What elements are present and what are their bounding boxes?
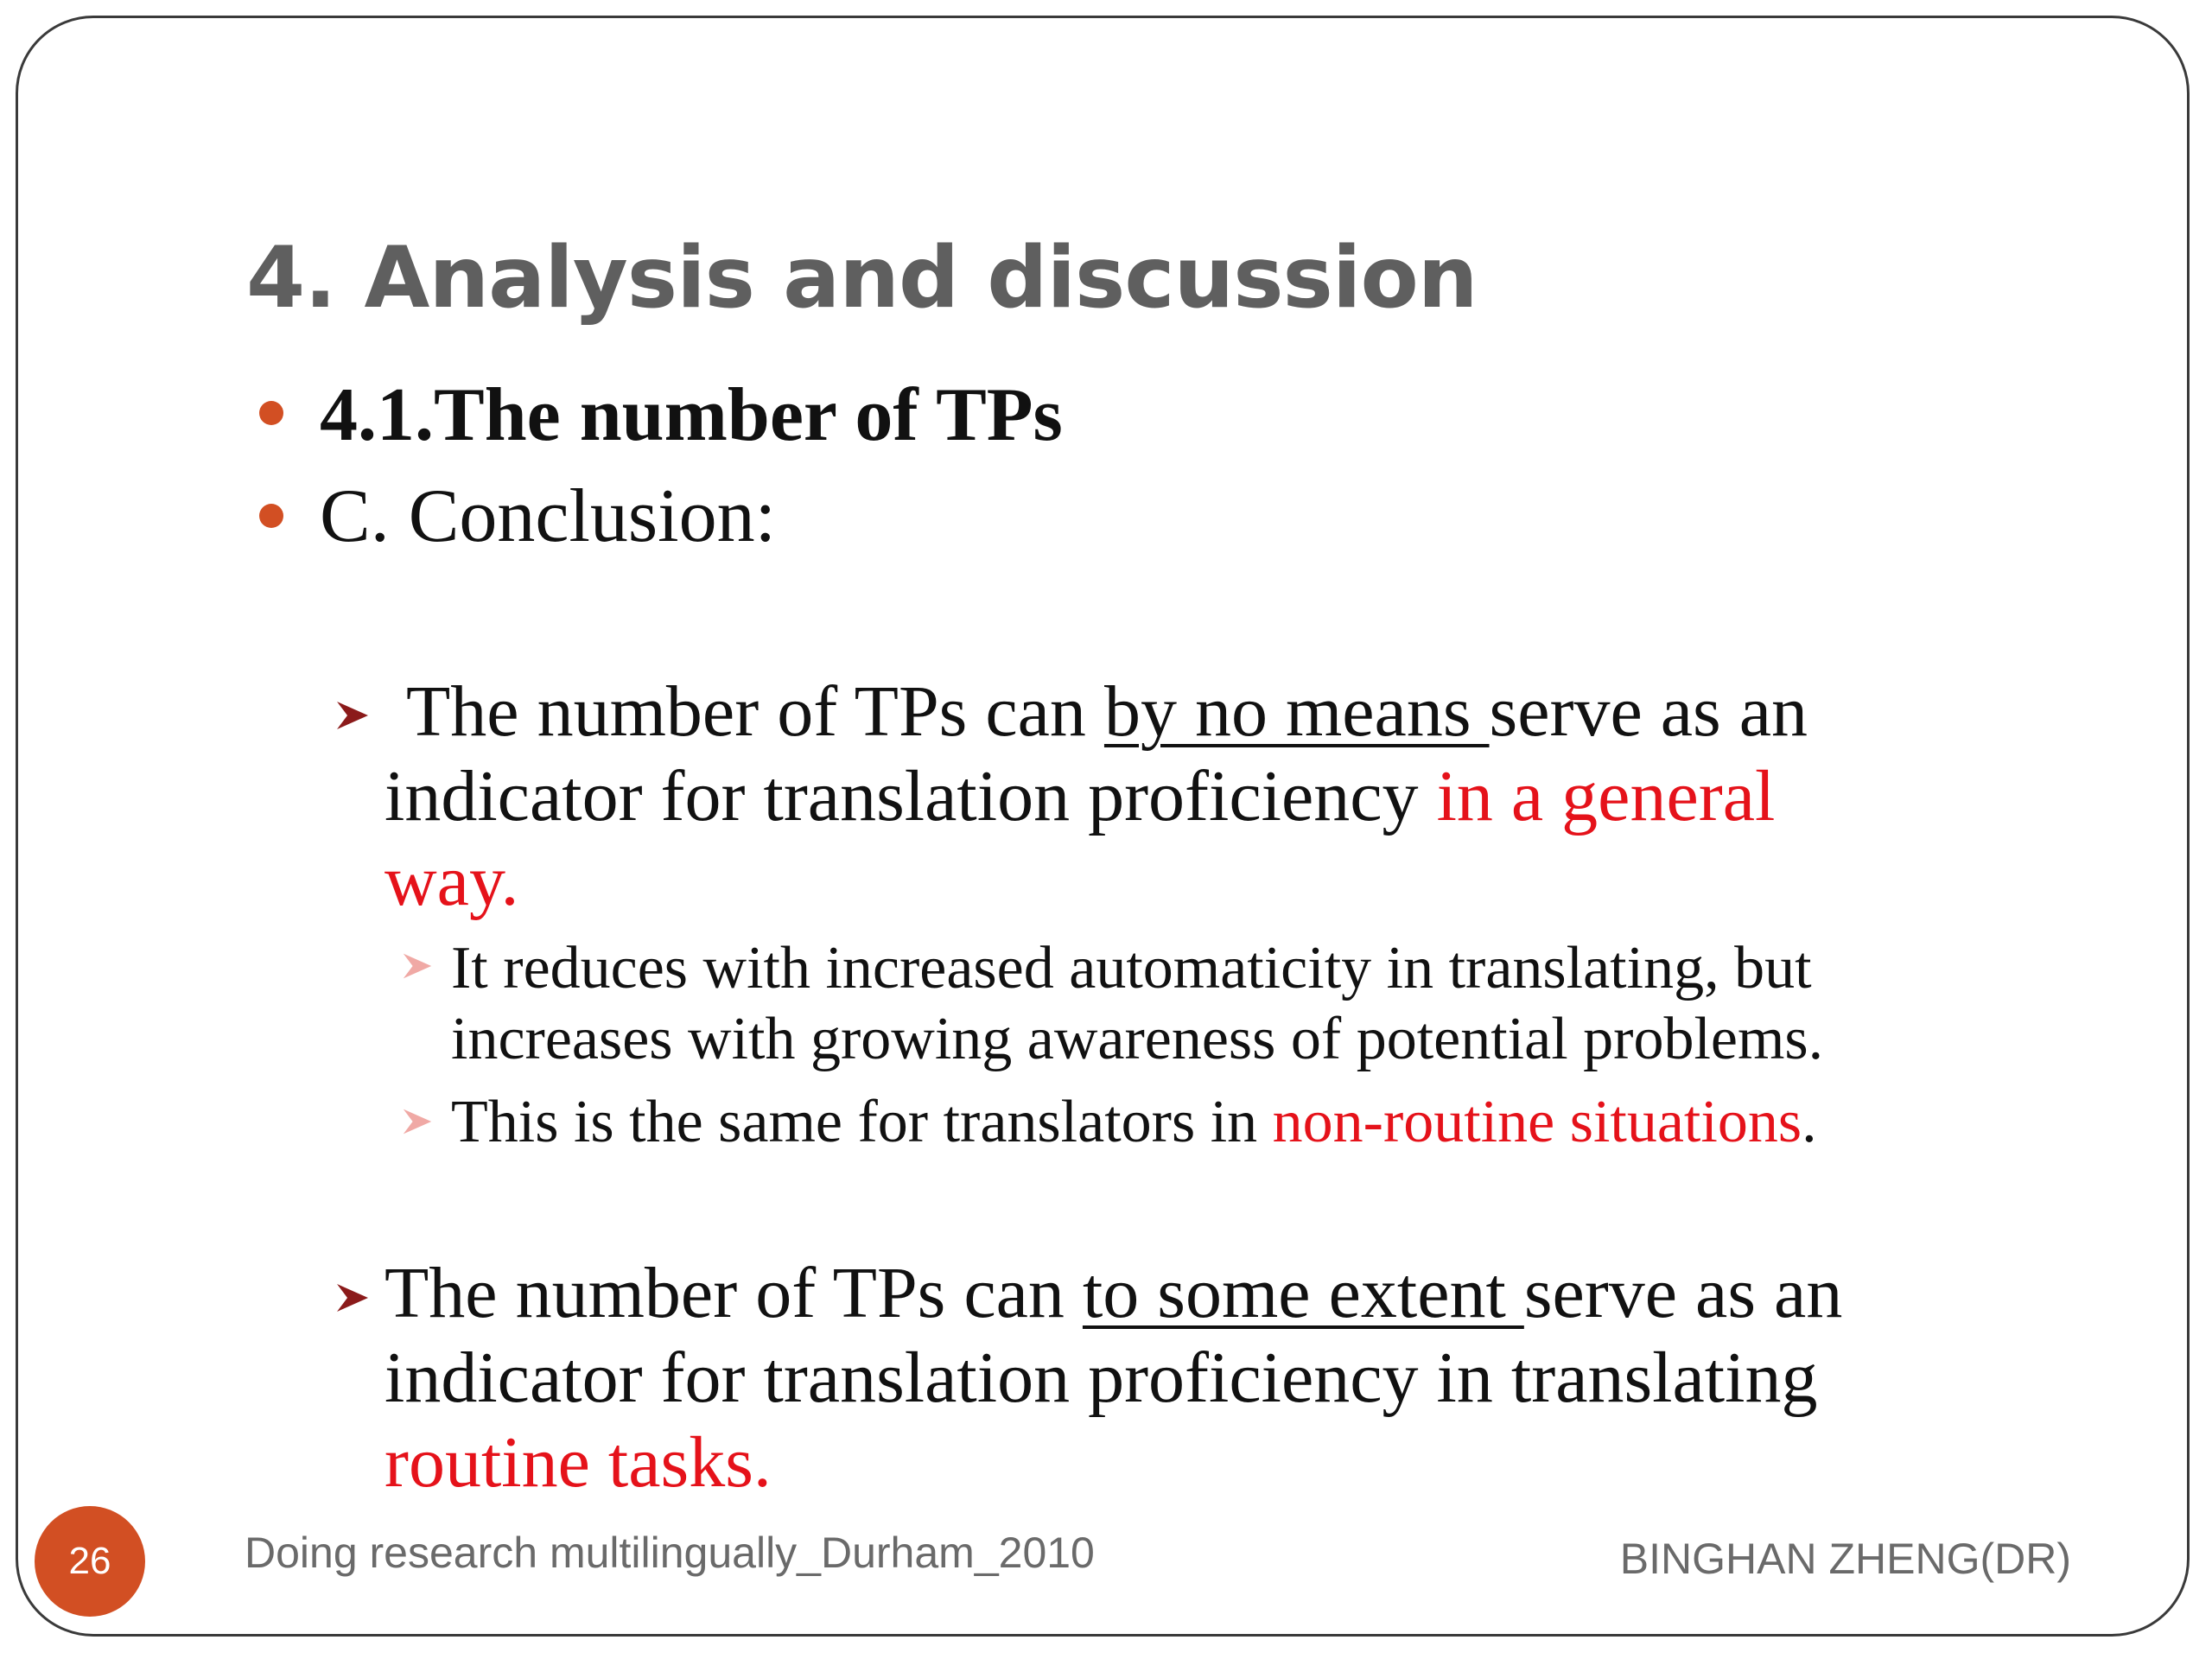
point1-line1 [385,670,1808,754]
sub1-text [451,933,1823,1075]
point1-text [385,670,1808,924]
point1-highlight-way: way. [385,841,519,921]
point2-underline-some-extent: to some extent [1082,1253,1524,1333]
point1-line3 [385,839,1808,924]
sub2-period: . [1802,1089,1817,1155]
point1-underline-by-no-means: by no means [1103,671,1490,752]
footer-author: BINGHAN ZHENG(DR) [1619,1535,2071,1583]
point2-text [385,1251,1842,1505]
point2-line1-end: serve as an [1523,1253,1843,1333]
point1-line2-text: indicator for translation proficiency [385,756,1437,836]
sub1-line2: increases with growing awareness of potential problems. [451,1006,1824,1072]
bullet-dot-icon [259,401,283,425]
sub2-text [451,1087,1817,1158]
point2-line1 [385,1251,1842,1336]
arrowhead-sub-bullet-icon [402,950,433,982]
point1-line1-text: The number of TPs can [406,671,1104,752]
arrowhead-bullet-icon [335,1281,370,1315]
sub2-highlight-non-routine: non-routine situations [1272,1089,1802,1155]
point2-line1-text: The number of TPs can [385,1253,1083,1333]
footer-conference: Doing research multilingually_Durham_2010 [245,1529,1095,1577]
heading-number-of-tps: 4.1.The number of TPs [320,373,1063,457]
arrowhead-bullet-icon [335,698,370,733]
heading-conclusion: C. Conclusion: [320,474,777,558]
page-number-badge [35,1506,145,1617]
point1-line1-end: serve as an [1489,671,1808,752]
point1-highlight-general: in a general [1436,756,1776,836]
point1-line2 [385,754,1808,839]
point2-line2: indicator for translation proficiency in translating [385,1338,1818,1418]
bullet-dot-icon [259,504,283,528]
sub2-line-text: This is the same for translators in [451,1089,1273,1155]
slide-title: 4. Analysis and discussion [246,229,1478,327]
page-number: 26 [68,1540,111,1582]
sub1-line1: It reduces with increased automaticity in translating, but [451,935,1812,1001]
point2-highlight-routine: routine tasks. [385,1422,772,1503]
arrowhead-sub-bullet-icon [402,1106,433,1137]
point2-line3 [385,1421,1842,1505]
